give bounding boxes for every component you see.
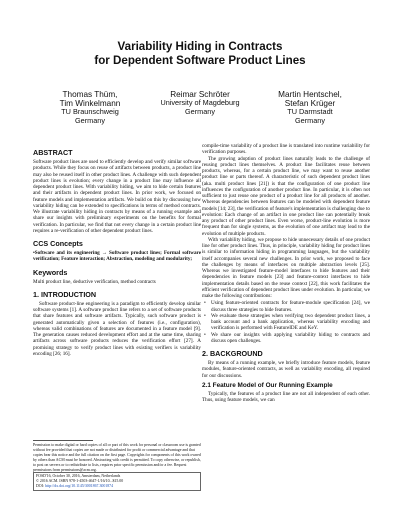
ccs-text: •Software and its engineering → Software product lines; Formal software verification; Feature interaction; Abstraction, modeling and modularity; — [33, 250, 201, 263]
footnote-rule — [33, 440, 93, 441]
author-group-magdeburg — [140, 90, 260, 116]
author-name: Stefan Krüger — [284, 99, 336, 109]
doi-line — [36, 484, 198, 489]
right-paragraph-1: compile-time variability of a product line is translated into runtime variability for verification purposes. — [202, 143, 370, 156]
introduction-text: Software product-line engineering is a paradigm to efficiently develop similar software systems [1]. A software product line refers to a set of software products that share features and software artifacts. Typically, such software product is generated automatically given a selection of features (i.e., configuration), whereas valid combinations of features are documented in a feature model [9]. The generation causes reduced development effort and at the same time, sharing artifacts across software products reduces the verification effort [27]. A promising strategy to verify product lines with existing verifiers is variability encoding [26; 16]. — [33, 300, 201, 357]
introduction-heading: 1. INTRODUCTION — [33, 289, 97, 299]
author-group-darmstadt — [250, 90, 370, 126]
list-item: • We share our insights with applying variability hiding to contracts and discuss open challenges. — [211, 332, 370, 345]
author-name: Martin Hentschel, — [278, 90, 342, 99]
abstract-heading: ABSTRACT — [33, 148, 73, 157]
keywords-text: Multi product line, deductive verification, method contracts — [33, 278, 156, 285]
doi-link[interactable]: http://dx.doi.org/10.1145/3001867.3001874 — [44, 484, 114, 489]
keywords-heading: Keywords — [33, 267, 68, 277]
background-text: By means of a running example, we briefly introduce feature models, feature modules, feature-oriented contracts, as well as variability encoding, all required for our discussions. — [202, 360, 370, 379]
author-country: Germany — [184, 106, 215, 116]
right-paragraph-2: The growing adoption of product lines naturally leads to the challenge of reusing product lines themselves. A product line facilitates reuse between products, whereas, for a certain product line, we may want to reuse another product line or parts thereof. A characteristic of such dependent product lines (aka. multi product lines [21]) is that the configuration of one product line influences the configuration of another product line. In particular, it is often not sufficient to just reuse one product of a product line for all products of another. Whereas dependencies between features can be modeled with dependent feature models [14; 23], the verification of feature's implementation is challenging due to evolution: Each change of an artifact in one product line can potentially break any product of other product lines. Even worse, product-line evolution is more frequent than for single systems, as the evolution of one artifact may lead to the evolution of multiple products. — [202, 155, 370, 237]
author-affiliation: TU Darmstadt — [287, 107, 333, 117]
doi-prefix: DOI: — [36, 484, 45, 489]
author-group-braunschweig — [30, 90, 150, 126]
author-country: Germany — [74, 116, 105, 125]
copyright-footnote — [33, 440, 201, 491]
contributions-list — [202, 300, 370, 344]
right-paragraph-3: With variability hiding, we propose to hide unnecessary details of one product line for other product lines. Thus, in principle, variability hiding for product lines is similar to information hiding in programming languages, but the variability itself accompanies several new challenges. In prior work, we proposed to face the challenges by means of interfaces on multiple abstraction levels [25]. Whereas we investigated feature-model interfaces to hide features and their dependencies in feature models [23] and feature-context interfaces to hide implementation details based on the reuse context [22], this work facilitates the efficient verification of dependent product lines under evolution. In particular, we make the following contributions: — [202, 236, 370, 299]
subsection-heading: 2.1 Feature Model of Our Running Example — [202, 381, 333, 389]
abstract-text: Software product lines are used to efficiently develop and verify similar software products. While they focus on reuse of artifacts between products, a product line may also be reused itself in other product lines. A challenge with such dependent product lines is evolution; every change in a product line may influence all dependent product lines. With variability hiding, we aim to hide certain features and their artifacts in dependent product lines. In prior work, we focused on feature models and implementation artifacts. We build on this by discussing how variability hiding can be extended to specifications in terms of method contracts. We illustrate variability hiding in contracts by means of a running example and share our insights with preliminary experiments on the benefits for formal verification. In particular, we find that not every change in a certain product line requires a re-verification of other dependent product lines. — [33, 159, 201, 234]
right-column — [202, 143, 370, 403]
author-country: Germany — [294, 116, 325, 125]
author-name: Tim Winkelmann — [59, 99, 121, 109]
author-affiliation: TU Braunschweig — [61, 107, 119, 117]
list-item: • Using feature-oriented contracts for feature-module specification [24], we discuss three strategies to hide features. — [211, 300, 370, 313]
venue-box — [33, 472, 201, 491]
paper-title — [0, 40, 400, 68]
author-affiliation: University of Magdeburg — [160, 98, 240, 108]
ccs-heading: CCS Concepts — [33, 239, 83, 248]
list-item: • We evaluate these strategies when verifying two dependent product lines, a bank account and a bank application, whereas variability encoding and verification is performed with FeatureIDE and KeY. — [211, 313, 370, 332]
author-name: Thomas Thüm, — [62, 90, 118, 99]
title-line-1: Variability Hiding in Contracts — [117, 40, 283, 53]
title-line-2: for Dependent Software Product Lines — [94, 54, 306, 67]
subsection-text: Typically, the features of a product line are not all independent of each other. Thus, using feature models, we can — [202, 390, 370, 403]
copyright-text: © 2016 ACM. ISBN 978-1-4503-4647-1/16/10...$15.00 — [36, 479, 124, 484]
permission-text: Permission to make digital or hard copies of all or part of this work for personal or classroom use is granted without fee provided that copies are not made or distributed for profit or commercial advantage and that copies bear this notice and the full citation on the first page. Copyrights for components of this work owned by others than ACM must be honored. Abstracting with credit is permitted. To copy otherwise, or republish, to post on servers or to redistribute to lists, requires prior specific permission and/or a fee. Request permissions from permissions@acm.org. — [33, 443, 201, 472]
background-heading: 2. BACKGROUND — [202, 349, 263, 358]
venue-text: FOSD'16, October 30, 2016, Amsterdam, Netherlands — [36, 474, 121, 479]
left-column — [33, 143, 201, 357]
author-name: Reimar Schröter — [170, 90, 230, 99]
